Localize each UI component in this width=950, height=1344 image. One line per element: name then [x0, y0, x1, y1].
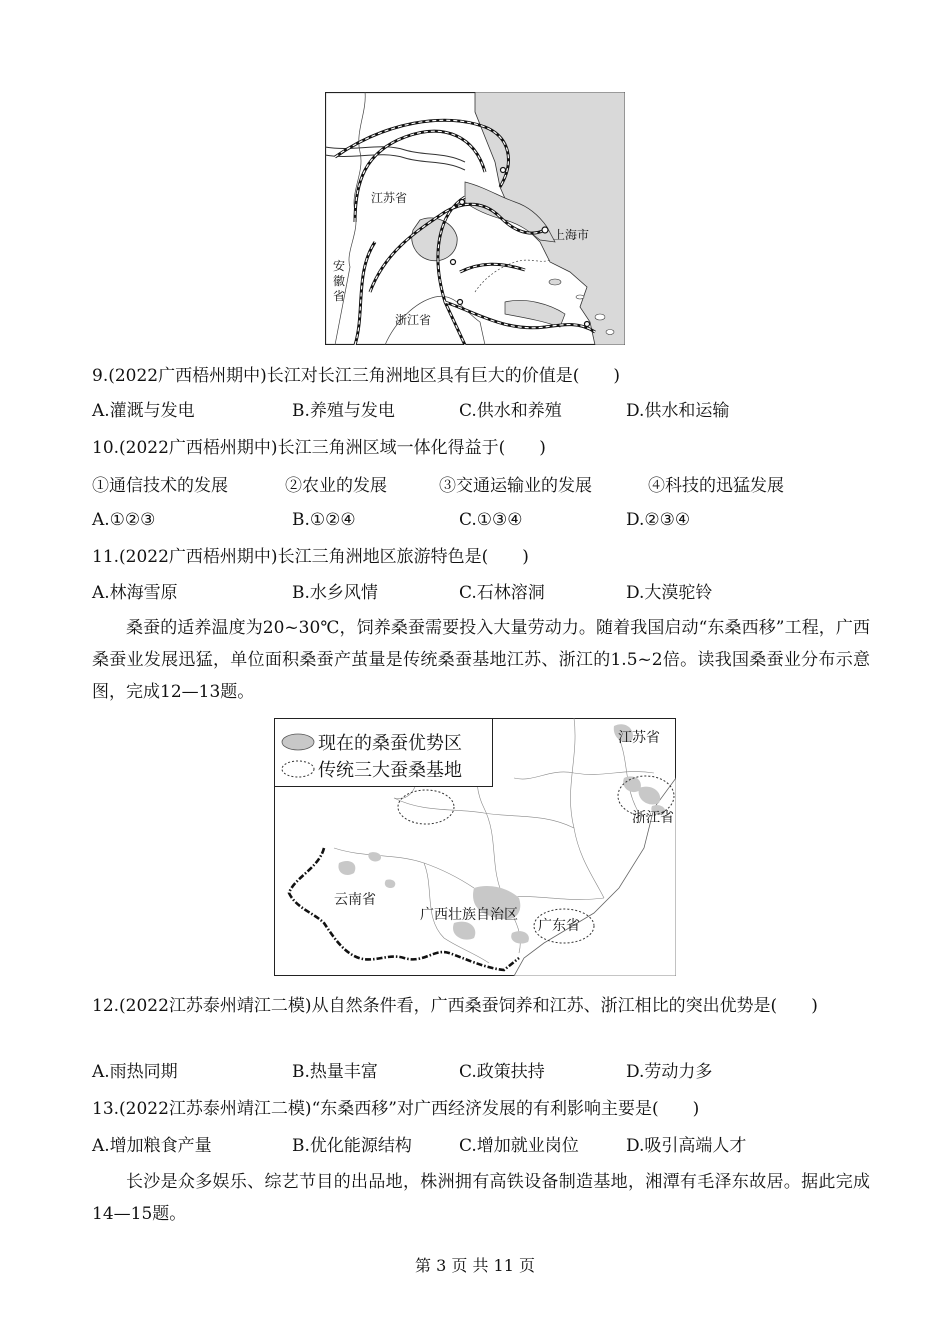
label-guangxi: 广西壮族自治区	[420, 907, 518, 923]
label-jiangsu: 江苏省	[371, 191, 408, 205]
q10-items	[92, 474, 872, 498]
sericulture-map	[274, 718, 676, 976]
yangtze-delta-map	[325, 92, 625, 345]
label-anhui-2: 徽	[333, 274, 346, 288]
label-guangdong: 广东省	[538, 918, 580, 934]
q10-options	[92, 508, 872, 532]
q11-option-a[interactable]: A.林海雪原	[92, 583, 178, 603]
q10-item-3: ③交通运输业的发展	[439, 476, 592, 496]
q10-item-2: ②农业的发展	[285, 476, 387, 496]
q10-option-d[interactable]: D.②③④	[626, 510, 691, 530]
q11-option-d[interactable]: D.大漠驼铃	[626, 583, 713, 603]
q9-stem: 9.(2022广西梧州期中)长江对长江三角洲地区具有巨大的价值是( )	[92, 366, 621, 386]
label-anhui-3: 省	[333, 289, 346, 303]
q13-option-d[interactable]: D.吸引高端人才	[626, 1136, 747, 1156]
label-yunnan: 云南省	[334, 892, 376, 908]
passage-sericulture: 桑蚕的适养温度为20~30℃，饲养桑蚕需要投入大量劳动力。随着我国启动“东桑西移”工程，广西桑蚕业发展迅猛，单位面积桑蚕产茧量是传统桑蚕基地江苏、浙江的1.5~2倍。读我国桑蚕业分布示意图，完成12—13题。	[92, 618, 870, 702]
q13-stem: 13.(2022江苏泰州靖江二模)“东桑西移”对广西经济发展的有利影响主要是( )	[92, 1099, 700, 1119]
label-shanghai: 上海市	[553, 228, 590, 242]
q11-options	[92, 581, 872, 605]
q11-stem: 11.(2022广西梧州期中)长江三角洲地区旅游特色是( )	[92, 547, 529, 567]
q12-option-d[interactable]: D.劳动力多	[626, 1062, 713, 1082]
q10-item-4: ④科技的迅猛发展	[648, 476, 784, 496]
label-zhejiang: 浙江省	[395, 313, 432, 327]
q11-option-c[interactable]: C.石林溶洞	[459, 583, 545, 603]
q12-option-b[interactable]: B.热量丰富	[292, 1062, 378, 1082]
q9-option-b[interactable]: B.养殖与发电	[292, 401, 395, 421]
q10-option-a[interactable]: A.①②③	[92, 510, 156, 530]
passage-changsha: 长沙是众多娱乐、综艺节目的出品地，株洲拥有高铁设备制造基地，湘潭有毛泽东故居。据此完成14—15题。	[92, 1172, 870, 1224]
q10-option-b[interactable]: B.①②④	[292, 510, 356, 530]
q12-option-c[interactable]: C.政策扶持	[459, 1062, 545, 1082]
q9-option-d[interactable]: D.供水和运输	[626, 401, 730, 421]
q13-options	[92, 1134, 872, 1158]
legend-traditional-label: 传统三大蚕桑基地	[318, 760, 462, 781]
q11-option-b[interactable]: B.水乡风情	[292, 583, 378, 603]
label-zhejiang-2: 浙江省	[632, 810, 674, 826]
q9-option-c[interactable]: C.供水和养殖	[459, 401, 562, 421]
legend-current-label: 现在的桑蚕优势区	[318, 733, 462, 754]
q13-option-b[interactable]: B.优化能源结构	[292, 1136, 412, 1156]
q12-stem: 12.(2022江苏泰州靖江二模)从自然条件看，广西桑蚕饲养和江苏、浙江相比的突出优势是( )	[92, 996, 818, 1016]
legend-current-swatch	[282, 734, 314, 750]
q13-option-a[interactable]: A.增加粮食产量	[92, 1136, 212, 1156]
q10-stem: 10.(2022广西梧州期中)长江三角洲区域一体化得益于( )	[92, 438, 546, 458]
page-footer: 第 3 页 共 11 页	[415, 1256, 535, 1275]
label-anhui-1: 安	[333, 259, 346, 273]
q12-option-a[interactable]: A.雨热同期	[92, 1062, 178, 1082]
q9-option-a[interactable]: A.灌溉与发电	[92, 401, 195, 421]
q10-option-c[interactable]: C.①③④	[459, 510, 523, 530]
q10-item-1: ①通信技术的发展	[92, 476, 228, 496]
q13-option-c[interactable]: C.增加就业岗位	[459, 1136, 579, 1156]
q9-options	[92, 399, 872, 423]
label-jiangsu-2: 江苏省	[618, 730, 660, 746]
q12-options	[92, 1060, 872, 1084]
